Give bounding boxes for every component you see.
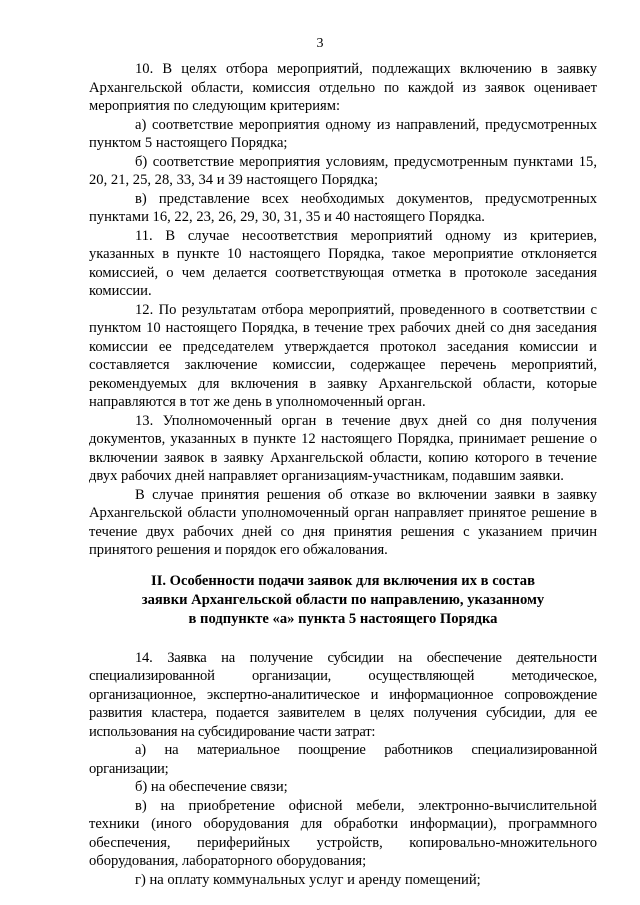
section-gap [89,629,597,649]
document-body [89,60,597,889]
paragraph-10: 10. В целях отбора мероприятий, подлежащих включению в заявку Архангельской области, комиссия отдельно по каждой из заявок оценивает мероприятия по следующим критериям: [89,61,597,114]
expense-b: б) на обеспечение связи; [135,779,288,795]
page-number: 3 [316,36,324,51]
paragraph-12: 12. По результатам отбора мероприятий, проведенного в соответствии с пунктом 10 настоящего Порядка, в течение трех рабочих дней со дня заседания комиссии ее председателем утверждается протокол заседания комиссии и составляется заключение комиссии, содержащее перечень мероприятий, рекомендуемых для включения в заявку Архангельской области, которые направляются в тот же день в уполномоченный орган. [89,301,597,410]
paragraph-11: 11. В случае несоответствия мероприятий одному из критериев, указанных в пункте 10 настоящего Порядка, такое мероприятие отклоняется комиссией, о чем делается соответствующая отметка в протоколе заседания комиссии. [89,227,597,299]
expense-c: в) на приобретение офисной мебели, электронно-вычислительной техники (иного оборудования для обработки информации), программного обеспечения, периферийных устройств, копировально-множительного оборудования, лабораторного оборудования; [89,797,597,869]
criterion-a: а) соответствие мероприятия одному из направлений, предусмотренных пунктом 5 настоящего Порядка; [89,116,597,151]
paragraph-13-refusal: В случае принятия решения об отказе во включении заявки в заявку Архангельской области уполномоченный орган направляет принятое решение в течение двух рабочих дней со дня принятия решения с указанием причин принятого решения и порядок его обжалования. [89,486,597,558]
criterion-b: б) соответствие мероприятия условиям, предусмотренным пунктами 15, 20, 21, 25, 28, 33, 34 и 39 настоящего Порядка; [89,153,597,188]
section-heading-line-2: заявки Архангельской области по направлению, указанному [141,591,545,608]
criterion-c: в) представление всех необходимых документов, предусмотренных пунктами 16, 22, 23, 26, 29, 30, 31, 35 и 40 настоящего Порядка. [89,190,597,225]
section-heading-line-3: в подпункте «а» пункта 5 настоящего Порядка [188,610,498,627]
paragraph-14: 14. Заявка на получение субсидии на обеспечение деятельности специализированной организации, осуществляющей методическое, организационное, экспертно-аналитическое и информационное сопровождение развития кластера, подается заявителем в целях получения субсидии, для ее использования на субсидирование части затрат: [89,649,597,740]
expense-a: а) на материальное поощрение работников специализированной организации; [89,742,597,777]
section-heading-line-1: II. Особенности подачи заявок для включения их в состав [151,572,535,589]
paragraph-13: 13. Уполномоченный орган в течение двух дней со дня получения документов, указанных в пункте 12 настоящего Порядка, принимает решение о включении заявок в заявку Архангельской области, копию которого в течение двух рабочих дней направляет организациям-участникам, подавшим заявки. [89,412,597,484]
expense-d: г) на оплату коммунальных услуг и аренду помещений; [135,871,481,888]
section-heading [89,572,597,629]
